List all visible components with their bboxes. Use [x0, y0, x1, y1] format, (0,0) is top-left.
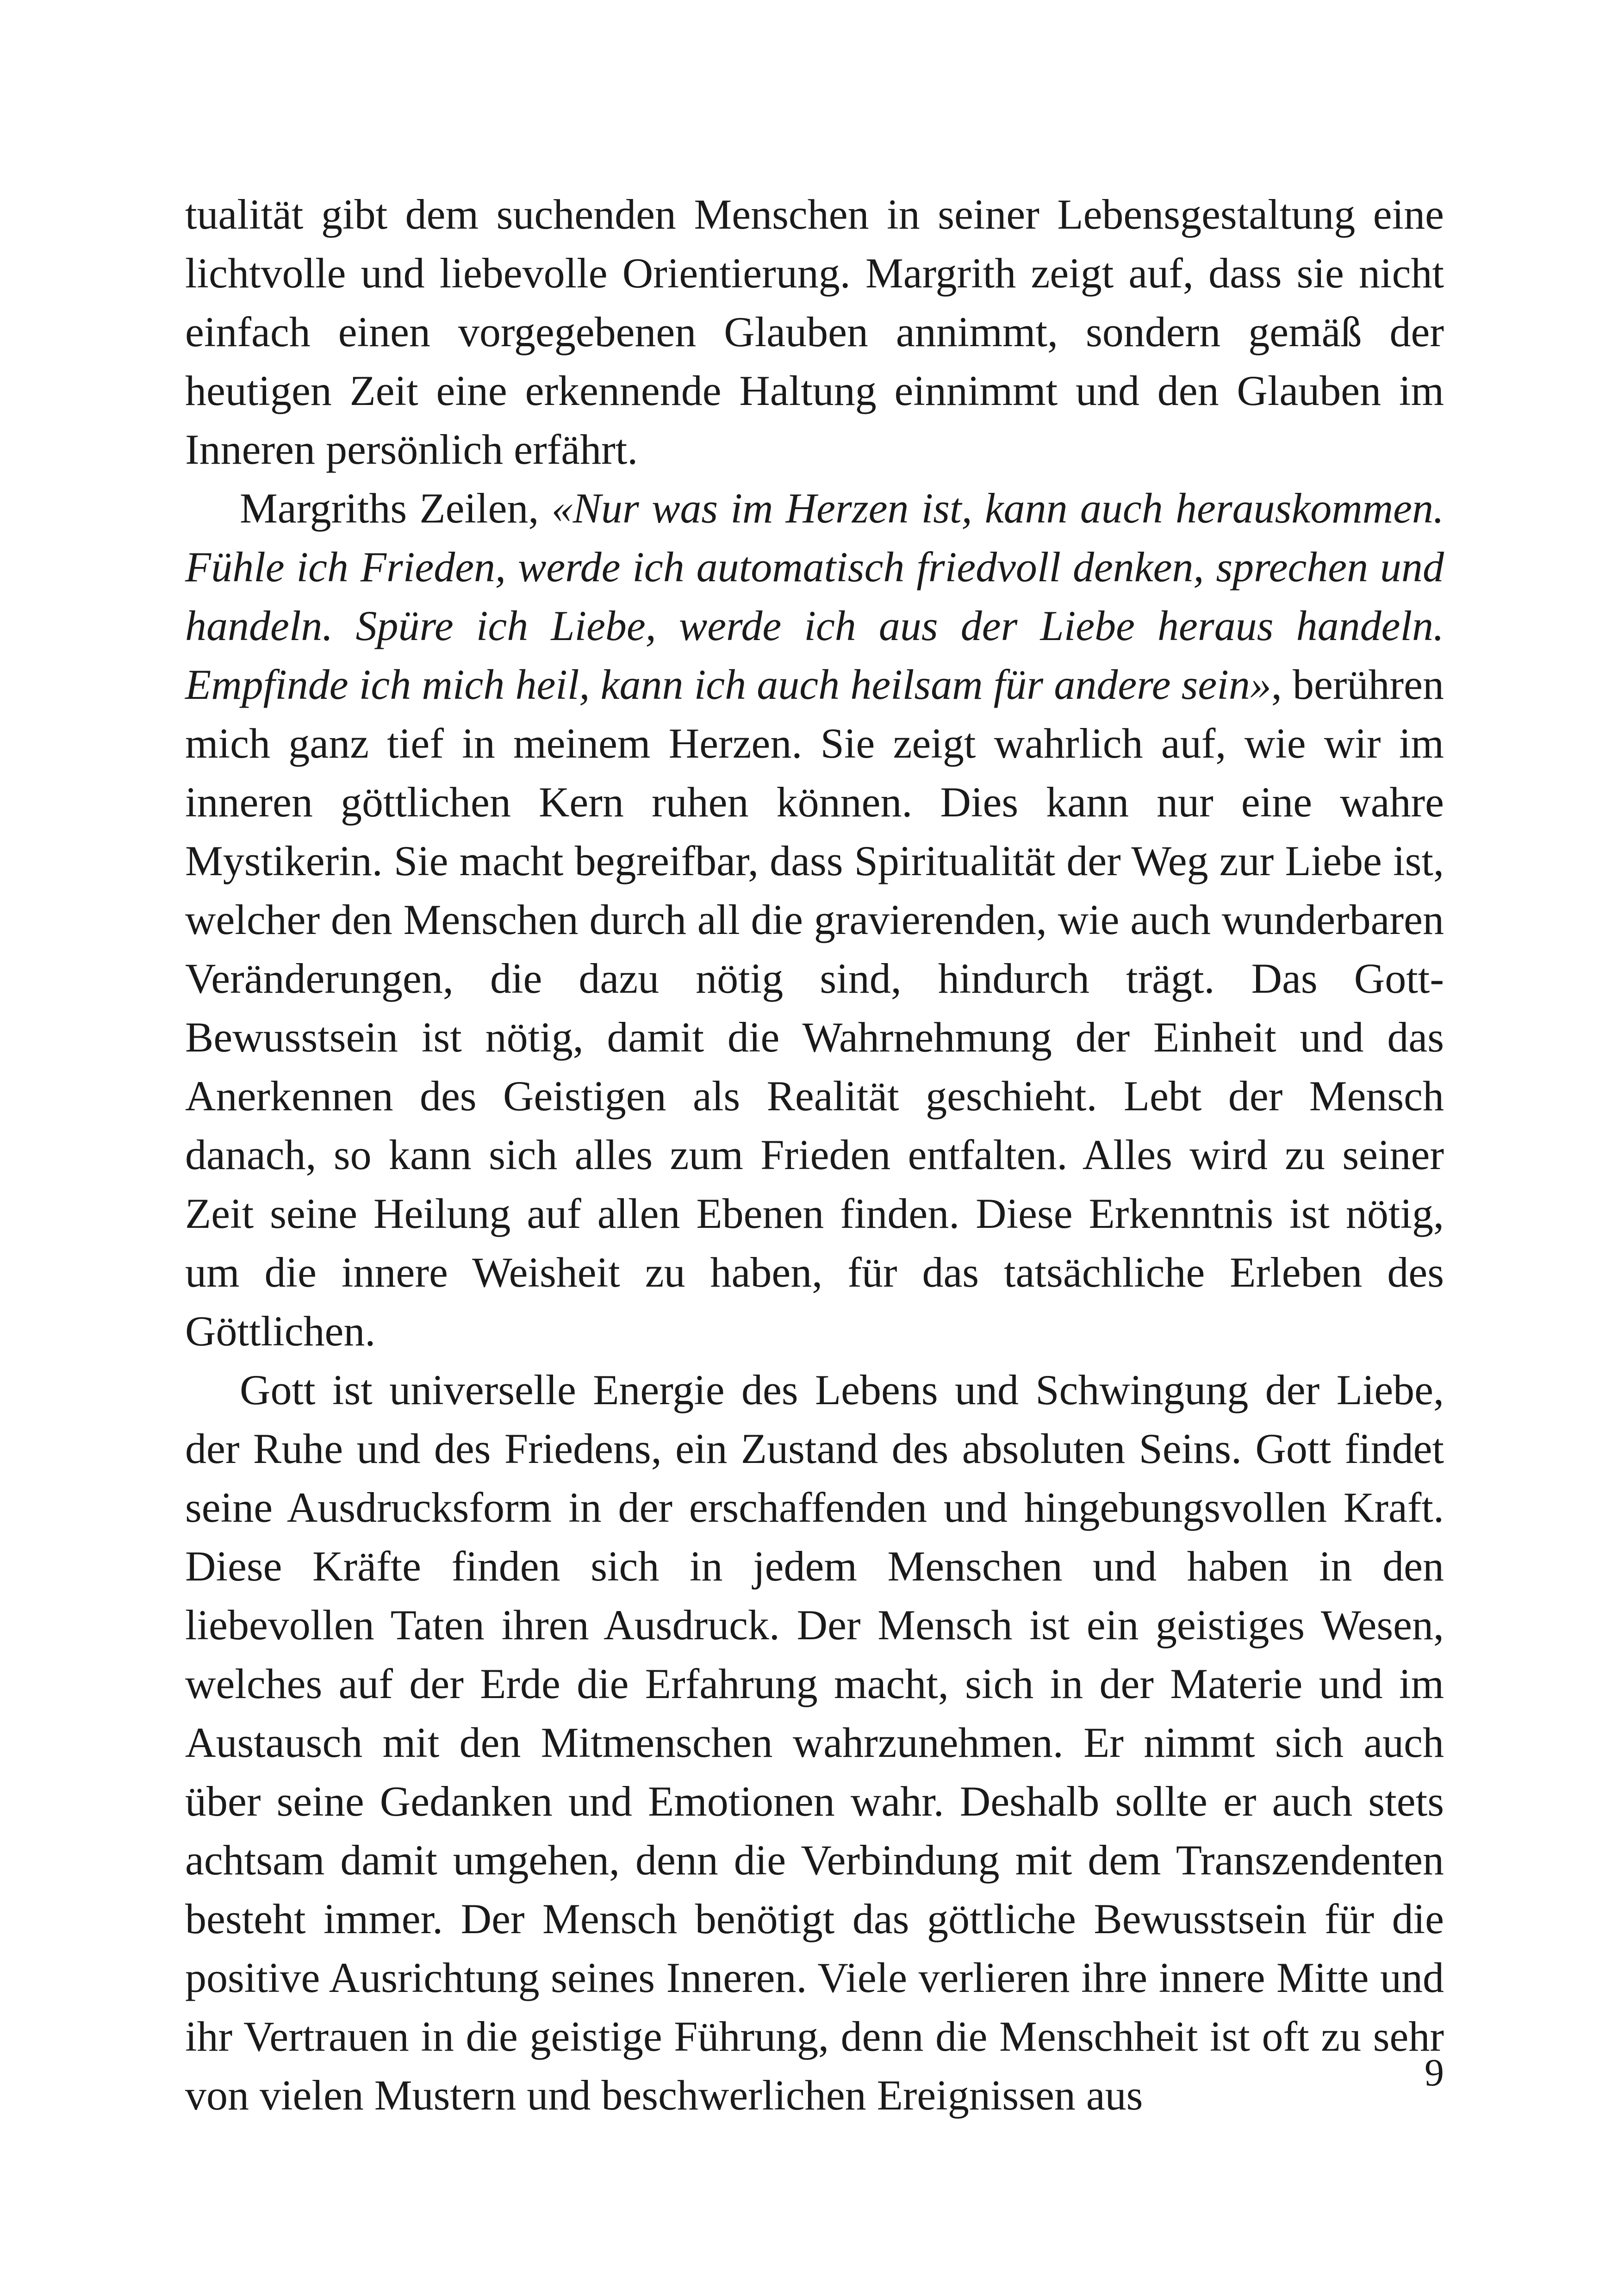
paragraph-3: Gott ist universelle Energie des Lebens und Schwingung der Liebe, der Ruhe und des Friedens, ein Zustand des absoluten Seins. Gott findet seine Ausdrucksform in der erschaffenden und hingebungsvollen Kraft. Diese Kräfte finden sich in jedem Menschen und haben in den liebevollen Taten ihren Ausdruck. Der Mensch ist ein geistiges Wesen, welches auf der Erde die Erfahrung macht, sich in der Materie und im Austausch mit den Mitmenschen wahrzunehmen. Er nimmt sich auch über seine Gedanken und Emotionen wahr. Deshalb sollte er auch stets achtsam damit umgehen, denn die Verbindung mit dem Transzendenten besteht immer. Der Mensch benötigt das göttliche Bewusstsein für die positive Ausrichtung seines Inneren. Viele verlieren ihre innere Mitte und ihr Vertrauen in die geistige Führung, denn die Menschheit ist oft zu sehr von vielen Mustern und beschwerlichen Ereignissen aus [185, 1366, 1444, 2119]
paragraph-2-quote: «Nur was im Herzen ist, kann auch herauskommen. Fühle ich Frieden, werde ich automatisch friedvoll denken, sprechen und handeln. Spüre ich Liebe, werde ich aus der Liebe heraus handeln. Empfinde ich mich heil, kann ich auch heilsam für andere sein» [185, 485, 1444, 708]
paragraph-1: tualität gibt dem suchenden Menschen in seiner Lebensgestaltung eine lichtvolle und liebevolle Orientierung. Margrith zeigt auf, dass sie nicht einfach einen vorgegebenen Glauben annimmt, sondern gemäß der heutigen Zeit eine erkennende Haltung einnimmt und den Glauben im Inneren persönlich erfährt. [185, 191, 1444, 473]
paragraph-2-lead: Margriths Zeilen, [240, 485, 552, 532]
page-number: 9 [1425, 2051, 1444, 2094]
body-text [185, 185, 1444, 2125]
paragraph-2-rest: , berühren mich ganz tief in meinem Herzen. Sie zeigt wahrlich auf, wie wir im inneren göttlichen Kern ruhen können. Dies kann nur eine wahre Mystikerin. Sie macht begreifbar, dass Spiritualität der Weg zur Liebe ist, welcher den Menschen durch all die gravierenden, wie auch wunderbaren Veränderungen, die dazu nötig sind, hindurch trägt. Das Gott-Bewusstsein ist nötig, damit die Wahrnehmung der Einheit und das Anerkennen des Geistigen als Realität geschieht. Lebt der Mensch danach, so kann sich alles zum Frieden entfalten. Alles wird zu seiner Zeit seine Heilung auf allen Ebenen finden. Diese Erkenntnis ist nötig, um die innere Weisheit zu haben, für das tatsächliche Erleben des Göttlichen. [185, 661, 1444, 1355]
paragraph-2 [185, 479, 1444, 1361]
